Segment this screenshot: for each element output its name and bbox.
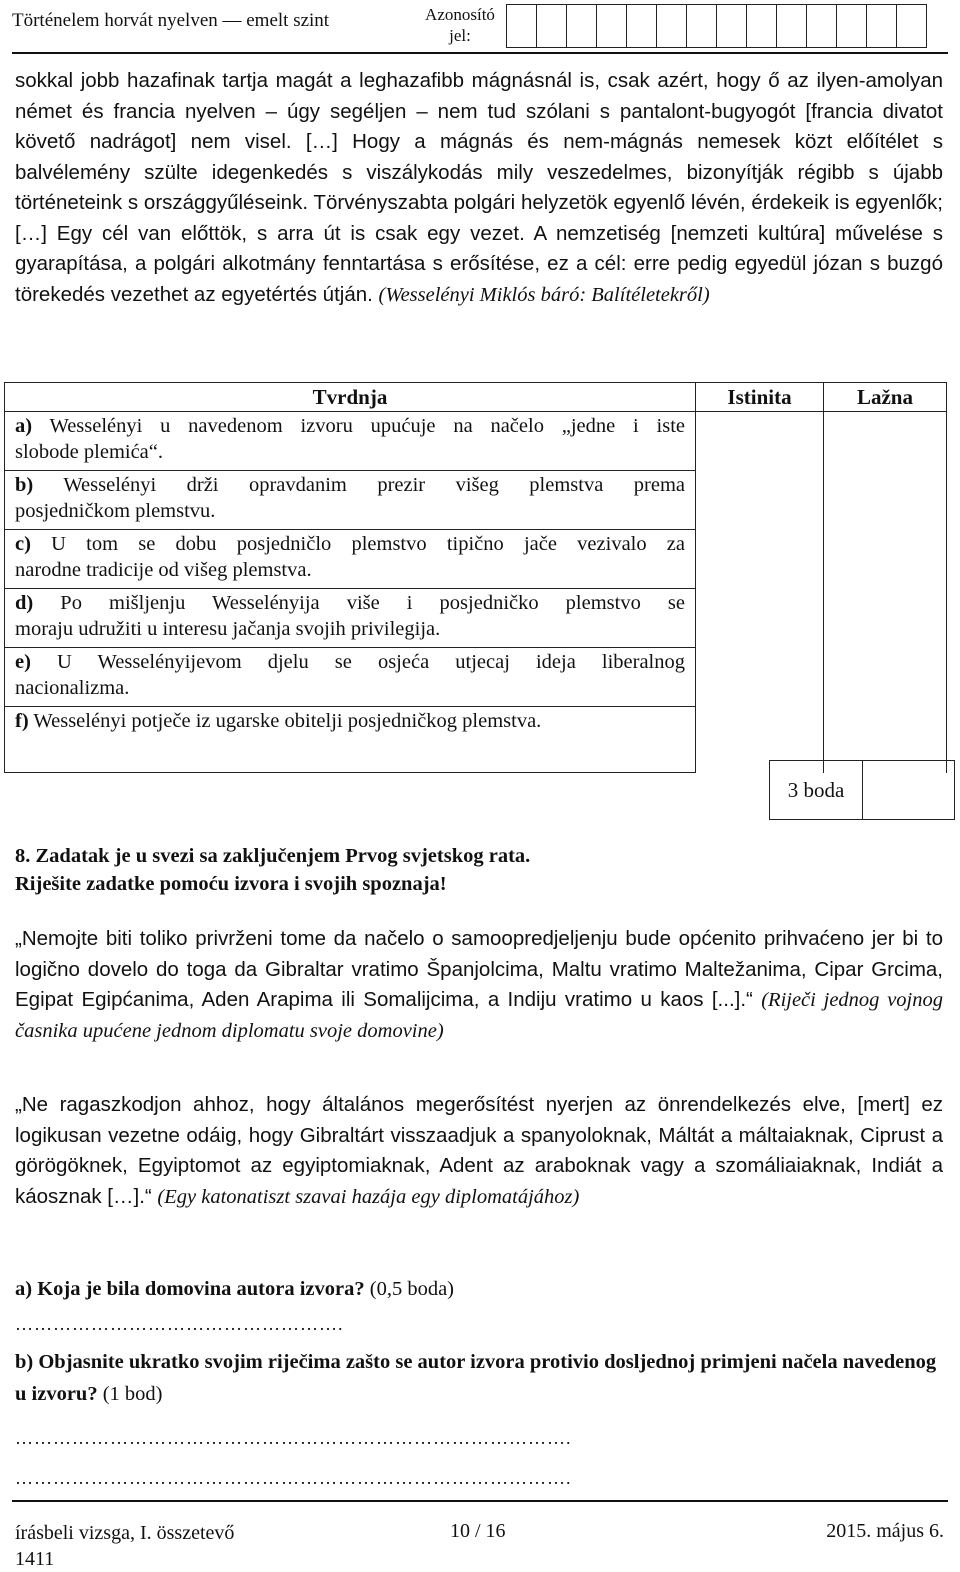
- statement-line1: Po mišljenju Wesselényija više i posjedničko plemstvo se: [60, 592, 685, 614]
- statement-line2: moraju udružiti u interesu jačanja svojih privilegija.: [15, 618, 441, 640]
- quote-hungarian: [15, 1090, 943, 1212]
- statement-line1: Wesselényi u navedenom izvoru upućuje na načelo „jedne i iste: [49, 415, 685, 437]
- statement-table: [4, 382, 947, 773]
- source-text: sokkal jobb hazafinak tartja magát a leghazafibb mágnásnál is, csak azért, hogy ő az ilyen-amolyan német és francia nyelven – úgy segéljen – nem tud szólani s pantalont-bugyogót [francia divatot követő nadrágot] nem visel. […] Hogy a mágnás és nem-mágnás nemesek közt előítélet s balvélemény szülte idegenkedés s viszálykodás mily veszedelmes, bizonyítják régibb s újabb történeteink s országgyűléseink. Törvényszabta polgári helyzetök egyenlő lévén, érdekeik is egyenlők; […] Egy cél van előttök, s arra út is csak egy vezet. A nemzetiség [nemzeti kultúra] művelése s gyarapítása, a polgári alkotmány fenntartása s erősítése, ez a cél: erre pedig egyedül józan s buzgó törekedés vezethet az egyetértés útján.: [15, 69, 943, 306]
- statement-line2: slobode plemića“.: [15, 441, 164, 463]
- id-box[interactable]: [776, 4, 807, 48]
- statement-line1: U Wesselényijevom djelu se osjeća utjecaj ideja liberalnog: [57, 651, 685, 673]
- statement-cell: [5, 589, 696, 648]
- id-box[interactable]: [746, 4, 777, 48]
- id-box[interactable]: [506, 4, 537, 48]
- statement-letter: c): [15, 533, 31, 555]
- statement-cell: [5, 648, 696, 707]
- question-b: [15, 1346, 945, 1410]
- id-box[interactable]: [686, 4, 717, 48]
- source-paragraph: [15, 66, 943, 310]
- question-b-points: (1 bod): [102, 1383, 163, 1405]
- score-label: 3 boda: [770, 761, 863, 819]
- table-header-row: [5, 383, 947, 412]
- question-a-points: (0,5 boda): [369, 1278, 455, 1300]
- id-box[interactable]: [626, 4, 657, 48]
- statement-letter: b): [15, 474, 34, 496]
- source-citation: (Wesselényi Miklós báró: Balítéletekről): [378, 283, 710, 306]
- task-heading: [15, 842, 530, 898]
- id-box[interactable]: [716, 4, 747, 48]
- id-boxes: [507, 4, 927, 48]
- page-header-title: Történelem horvát nyelven — emelt szint: [12, 10, 330, 31]
- statement-line2: narodne tradicije od višeg plemstva.: [15, 559, 312, 581]
- statement-letter: f): [15, 710, 29, 732]
- id-box[interactable]: [536, 4, 567, 48]
- quote-text: „Ne ragaszkodjon ahhoz, hogy általános megerősítést nyerjen az önrendelkezés elve, [mert] ez logikusan vezetne odáig, hogy Gibraltárt visszaadjuk a spanyoloknak, Máltát a máltaiaknak, Ciprust a görögöknek, Egyiptomot az egyiptomiaknak, Adent az araboknak vagy a szomáliaiaknak, Indiát a káosznak […].“: [15, 1093, 943, 1208]
- score-field[interactable]: [863, 761, 954, 819]
- id-label: [420, 4, 500, 46]
- false-answer-cell[interactable]: [824, 412, 947, 773]
- statement-letter: d): [15, 592, 34, 614]
- id-box[interactable]: [806, 4, 837, 48]
- col-true-header: Istinita: [696, 383, 824, 412]
- statement-line1: Wesselényi drži opravdanim prezir višeg plemstva prema: [63, 474, 685, 496]
- statement-line2: nacionalizma.: [15, 677, 130, 699]
- statement-letter: e): [15, 651, 31, 673]
- answer-line-a[interactable]: …………………………………………….: [15, 1314, 344, 1334]
- id-box[interactable]: [896, 4, 927, 48]
- quote-citation: (Egy katonatiszt szavai hazája egy diplomatájához): [157, 1185, 580, 1208]
- footer-divider: [12, 1500, 948, 1502]
- id-box[interactable]: [656, 4, 687, 48]
- answer-line-b1[interactable]: …………………………………………………………………………….: [15, 1428, 572, 1448]
- page-number: 10 / 16: [450, 1520, 506, 1542]
- statement-cell: [5, 530, 696, 589]
- id-box[interactable]: [566, 4, 597, 48]
- task-heading-line2: Riješite zadatke pomoću izvora i svojih spoznaja!: [15, 873, 447, 895]
- statement-cell: [5, 412, 696, 471]
- col-false-header: Lažna: [824, 383, 947, 412]
- footer-code: 1411: [15, 1548, 55, 1570]
- table-row: [5, 412, 947, 471]
- quote-croatian: [15, 924, 943, 1046]
- answer-line-b2[interactable]: …………………………………………………………………………….: [15, 1468, 572, 1488]
- task-heading-line1: 8. Zadatak je u svezi sa zaključenjem Prvog svjetskog rata.: [15, 845, 531, 867]
- footer-exam-info: [15, 1520, 234, 1572]
- col-statement-header: Tvrdnja: [5, 383, 696, 412]
- statement-letter: a): [15, 415, 33, 437]
- quote-citation: (Riječi jednog vojnog časnika upućene jednom diplomatu svoje domovine): [15, 989, 943, 1042]
- id-label-line2: jel:: [449, 26, 471, 45]
- id-label-line1: Azonosító: [425, 5, 495, 24]
- id-box[interactable]: [836, 4, 867, 48]
- header-divider: [12, 52, 948, 54]
- question-b-text: b) Objasnite ukratko svojim riječima zašto se autor izvora protivio dosljednoj primjeni načela navedenog u izvoru?: [15, 1351, 937, 1405]
- score-box: [769, 760, 955, 820]
- statement-line1: U tom se dobu posjedničlo plemstvo tipično jače vezivalo za: [51, 533, 686, 555]
- footer-exam-label: írásbeli vizsga, I. összetevő: [15, 1522, 235, 1544]
- id-box[interactable]: [866, 4, 897, 48]
- true-answer-cell[interactable]: [696, 412, 824, 773]
- statement-cell: [5, 707, 696, 773]
- question-a: [15, 1273, 945, 1305]
- footer-date: 2015. május 6.: [826, 1520, 944, 1542]
- id-box[interactable]: [596, 4, 627, 48]
- statement-line2: posjedničkom plemstvu.: [15, 500, 216, 522]
- statement-cell: [5, 471, 696, 530]
- question-a-text: a) Koja je bila domovina autora izvora?: [15, 1278, 365, 1300]
- statement-line1: Wesselényi potječe iz ugarske obitelji posjedničkog plemstva.: [33, 710, 542, 732]
- quote-text: „Nemojte biti toliko privrženi tome da načelo o samoopredjeljenju bude općenito prihvaćeno jer bi to logično dovelo do toga da Gibraltar vratimo Španjolcima, Maltu vratimo Maltežanima, Cipar Grcima, Egipat Egipćanima, Aden Arapima ili Somalijcima, a Indiju vratimo u kaos [...].“: [15, 927, 943, 1011]
